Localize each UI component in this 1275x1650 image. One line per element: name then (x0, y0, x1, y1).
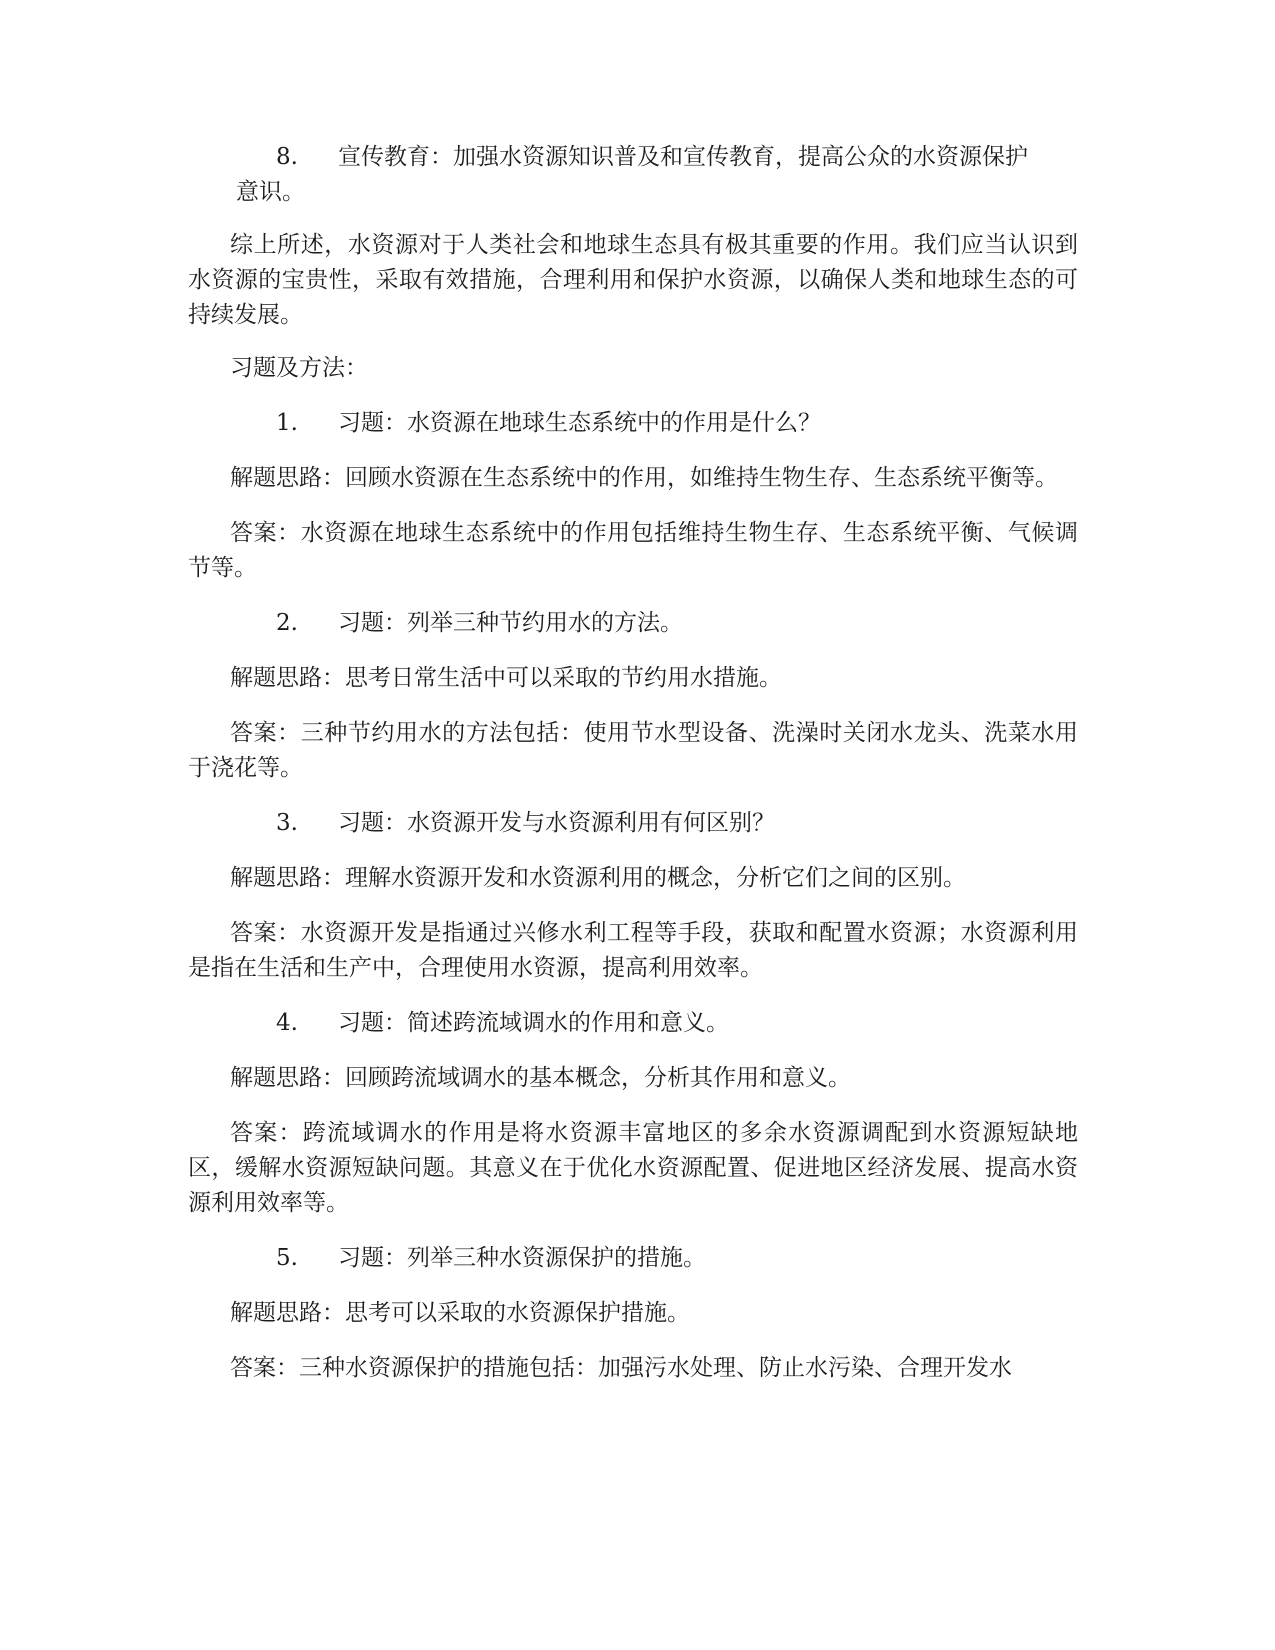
exercise-number: 2. (276, 610, 298, 636)
exercise-number: 3. (276, 810, 298, 836)
question-text: 习题：列举三种节约用水的方法。 (338, 610, 683, 636)
section-heading: 习题及方法： (230, 355, 368, 381)
question-text: 习题：水资源在地球生态系统中的作用是什么？ (338, 410, 821, 436)
exercise-answer: 答案：三种水资源保护的措施包括：加强污水处理、防止水污染、合理开发水 (230, 1355, 1012, 1381)
exercise-answer: 答案：三种节约用水的方法包括：使用节水型设备、洗澡时关闭水龙头、洗菜水用于浇花等。 (188, 720, 1078, 781)
exercise-question (188, 806, 1078, 841)
summary-paragraph: 综上所述，水资源对于人类社会和地球生态具有极其重要的作用。我们应当认识到水资源的宝贵性，采取有效措施，合理利用和保护水资源，以确保人类和地球生态的可持续发展。 (188, 232, 1078, 328)
question-text: 习题：水资源开发与水资源利用有何区别？ (338, 810, 775, 836)
exercise-question (188, 1241, 1078, 1276)
exercise-question (188, 406, 1078, 441)
exercise-approach: 解题思路：回顾水资源在生态系统中的作用，如维持生物生存、生态系统平衡等。 (230, 465, 1058, 491)
list-item-8 (188, 140, 1078, 175)
exercise-number: 4. (276, 1010, 298, 1036)
question-text: 习题：简述跨流域调水的作用和意义。 (338, 1010, 729, 1036)
exercise-approach: 解题思路：理解水资源开发和水资源利用的概念，分析它们之间的区别。 (230, 865, 966, 891)
exercise-number: 1. (276, 410, 298, 436)
exercise-question (188, 606, 1078, 641)
list-item-continuation: 意识。 (236, 179, 305, 205)
exercise-question (188, 1006, 1078, 1041)
list-number: 8. (276, 144, 298, 170)
document-page (188, 140, 1078, 1386)
exercise-approach: 解题思路：回顾跨流域调水的基本概念，分析其作用和意义。 (230, 1065, 851, 1091)
exercise-answer: 答案：水资源开发是指通过兴修水利工程等手段，获取和配置水资源；水资源利用是指在生活和生产中，合理使用水资源，提高利用效率。 (188, 920, 1078, 981)
exercise-number: 5. (276, 1245, 298, 1271)
exercise-approach: 解题思路：思考日常生活中可以采取的节约用水措施。 (230, 665, 782, 691)
exercise-approach: 解题思路：思考可以采取的水资源保护措施。 (230, 1300, 690, 1326)
question-text: 习题：列举三种水资源保护的措施。 (338, 1245, 706, 1271)
exercise-answer: 答案：水资源在地球生态系统中的作用包括维持生物生存、生态系统平衡、气候调节等。 (188, 520, 1078, 581)
exercise-answer: 答案：跨流域调水的作用是将水资源丰富地区的多余水资源调配到水资源短缺地区，缓解水资源短缺问题。其意义在于优化水资源配置、促进地区经济发展、提高水资源利用效率等。 (188, 1120, 1078, 1216)
list-item-text: 宣传教育：加强水资源知识普及和宣传教育，提高公众的水资源保护 (338, 144, 1028, 170)
